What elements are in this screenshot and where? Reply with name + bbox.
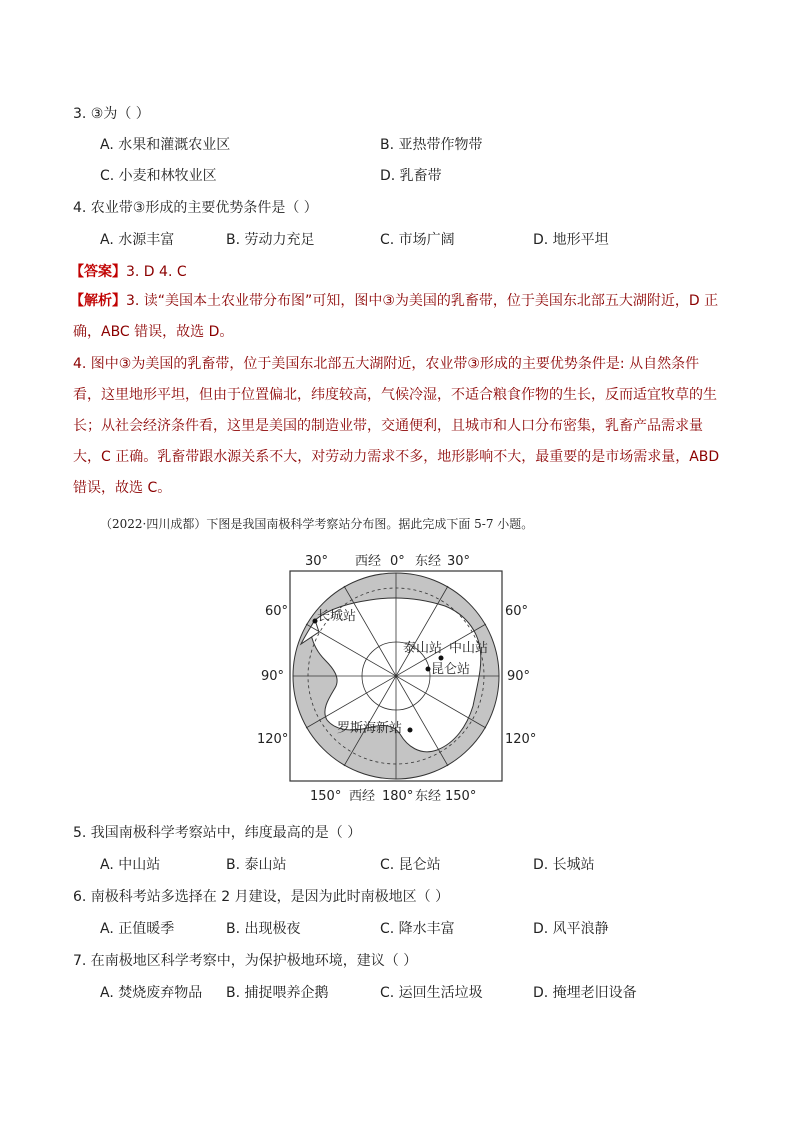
analysis-tag: 【解析】 xyxy=(70,293,126,309)
q4-option-a: A. 水源丰富 xyxy=(100,232,175,248)
analysis-p1 xyxy=(70,286,723,348)
map-top-0: 0° xyxy=(390,554,405,569)
map-right-120: 120° xyxy=(505,732,537,747)
q5-option-c: C. 昆仑站 xyxy=(380,857,441,873)
map-top-30w: 30° xyxy=(305,554,329,569)
q5-option-d: D. 长城站 xyxy=(533,857,595,873)
q3-option-b: B. 亚热带作物带 xyxy=(380,137,483,153)
q3-option-d: D. 乳畜带 xyxy=(380,168,442,184)
q7-option-b: B. 捕捉喂养企鹅 xyxy=(226,985,329,1001)
answer-text: 3. D 4. C xyxy=(126,264,187,280)
map-left-60: 60° xyxy=(265,604,289,619)
q5-option-a: A. 中山站 xyxy=(100,857,161,873)
q7-option-d: D. 掩埋老旧设备 xyxy=(533,985,637,1001)
map-top-east: 东经 xyxy=(415,554,442,569)
map-bottom-west: 西经 xyxy=(349,789,376,804)
luosihai-label: 罗斯海新站 xyxy=(337,721,403,736)
q5-option-b: B. 泰山站 xyxy=(226,857,287,873)
map-top-west: 西经 xyxy=(355,554,382,569)
q4-option-b: B. 劳动力充足 xyxy=(226,232,315,248)
taishan-dot xyxy=(439,656,444,661)
q5-stem: 5. 我国南极科学考察站中，纬度最高的是（ ） xyxy=(73,825,362,841)
analysis-p1-text: 3. 读“美国本土农业带分布图”可知，图中③为美国的乳畜带，位于美国东北部五大湖附近，D 正确，ABC 错误，故选 D。 xyxy=(73,293,719,340)
answer-line xyxy=(70,261,187,281)
map-bottom-east: 东经 xyxy=(415,789,442,804)
analysis-p2: 4. 图中③为美国的乳畜带，位于美国东北部五大湖附近，农业带③形成的主要优势条件是: 从自然条件看，这里地形平坦，但由于位置偏北，纬度较高，气候冷湿，不适合粮食作物的生长，反而适宜牧草的生长；从社会经济条件看，这里是美国的制造业带，交通便利，且城市和人口分布密集，乳畜产品需求量大，C 正确。乳畜带跟水源关系不大，对劳动力需求不多，地形影响不大，最重要的是市场需求量，ABD 错误，故选 C。 xyxy=(73,356,720,496)
map-bottom-150e: 150° xyxy=(445,789,477,804)
q7-option-a: A. 焚烧废弃物品 xyxy=(100,985,203,1001)
kunlun-label: 昆仑站 xyxy=(431,662,471,677)
kunlun-dot xyxy=(426,667,431,672)
q6-option-d: D. 风平浪静 xyxy=(533,921,609,937)
zhongshan-label: 中山站 xyxy=(449,641,489,656)
map-bottom-180: 180° xyxy=(382,789,414,804)
taishan-label: 泰山站 xyxy=(403,641,443,656)
q6-option-b: B. 出现极夜 xyxy=(226,921,301,937)
map-right-60: 60° xyxy=(505,604,529,619)
q6-option-a: A. 正值暖季 xyxy=(100,921,175,937)
antarctic-station-map xyxy=(255,548,545,808)
q3-stem: 3. ③为（ ） xyxy=(73,106,150,122)
q6-stem: 6. 南极科考站多选择在 2 月建设，是因为此时南极地区（ ） xyxy=(73,889,450,905)
q3-option-c: C. 小麦和林牧业区 xyxy=(100,168,217,184)
answer-tag: 【答案】 xyxy=(70,264,126,280)
map-bottom-150w: 150° xyxy=(310,789,342,804)
luosihai-dot xyxy=(408,728,413,733)
q4-stem: 4. 农业带③形成的主要优势条件是（ ） xyxy=(73,200,318,216)
q7-stem: 7. 在南极地区科学考察中，为保护极地环境，建议（ ） xyxy=(73,953,418,969)
q6-option-c: C. 降水丰富 xyxy=(380,921,455,937)
q7-option-c: C. 运回生活垃圾 xyxy=(380,985,483,1001)
changcheng-label: 长城站 xyxy=(317,609,357,624)
map-left-90: 90° xyxy=(261,669,285,684)
map-right-90: 90° xyxy=(507,669,531,684)
section-intro: （2022·四川成都）下图是我国南极科学考察站分布图。据此完成下面 5-7 小题。 xyxy=(100,517,534,531)
q4-option-d: D. 地形平坦 xyxy=(533,232,609,248)
map-left-120: 120° xyxy=(257,732,289,747)
q3-option-a: A. 水果和灌溉农业区 xyxy=(100,137,231,153)
q4-option-c: C. 市场广阔 xyxy=(380,232,455,248)
map-top-30e: 30° xyxy=(447,554,471,569)
